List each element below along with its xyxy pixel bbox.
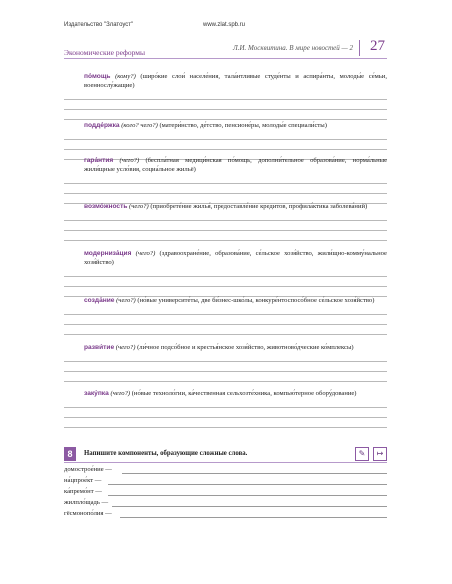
answer-line[interactable]: [64, 361, 387, 362]
answer-line[interactable]: [64, 230, 387, 231]
entry-zakupka: [64, 389, 387, 428]
entry-word: модерниза́ция: [84, 250, 132, 257]
compound-word: гёсмонопо́лия —: [64, 510, 112, 517]
answer-line[interactable]: [64, 324, 387, 325]
entry-razvitie: [64, 343, 387, 382]
publisher-label: Издательство "Златоуст": [64, 22, 134, 28]
pen-icon: ✎: [355, 447, 369, 461]
answer-line[interactable]: [64, 276, 387, 277]
answer-line[interactable]: [122, 473, 387, 474]
answer-line[interactable]: [112, 506, 387, 507]
entry-word: созда́ние: [84, 297, 115, 304]
entry-word: возмо́жность: [84, 203, 128, 210]
entry-word: гара́нтия: [84, 157, 114, 164]
entry-word: разви́тие: [84, 344, 115, 351]
header-divider: [359, 40, 360, 56]
website-url: www.zlat.spb.ru: [203, 22, 246, 28]
entry-question: (чего?): [135, 250, 156, 257]
entry-garantiya: [64, 156, 387, 204]
arrow-icon: ↦: [373, 447, 387, 461]
answer-line[interactable]: [64, 314, 387, 315]
entry-pomoshch: [64, 72, 387, 120]
entry-word: по́мощь: [84, 73, 111, 80]
answer-line[interactable]: [64, 334, 387, 335]
section-title: Экономические реформы: [64, 48, 146, 57]
answer-line[interactable]: [64, 220, 387, 221]
compound-word-row: [64, 488, 387, 498]
entry-collocations: (здравоохране́ние, образова́ние, се́льское хозя́йство, жили́щно-комму́нальное хозя́йство): [84, 250, 387, 266]
answer-line[interactable]: [64, 109, 387, 110]
entry-collocations: (матери́нство, де́тство, пенсионе́ры, молоды́е специали́сты): [159, 122, 327, 129]
answer-line[interactable]: [64, 99, 387, 100]
answer-line[interactable]: [120, 517, 387, 518]
entry-podderzhka: [64, 121, 387, 160]
entry-collocations: (но́вые техноло́гии, ка́чественная сельхозте́хника, компью́терное обору́дование): [131, 390, 357, 397]
entry-vozmozhnost: [64, 202, 387, 241]
compound-word-row: [64, 510, 387, 520]
answer-line[interactable]: [108, 484, 387, 485]
answer-line[interactable]: [64, 149, 387, 150]
entry-question: (чего?): [119, 157, 140, 164]
entry-collocations: (приобрете́ние жилья́, предоставле́ние кредитов, профила́ктика заболева́ний): [150, 203, 368, 210]
entry-collocations: (но́вые университе́ты, две би́знес-шко́лы, конкуре́нтоспосо́бное се́льское хозя́йство): [137, 297, 375, 304]
answer-line[interactable]: [64, 427, 387, 428]
book-title: Л.И. Москвитина. В мире новостей — 2: [233, 44, 353, 52]
exercise-rule: [64, 462, 387, 463]
compound-word-row: [64, 499, 387, 509]
compound-word: жилпло́щадь —: [64, 499, 109, 506]
entry-question: (кого? чего?): [121, 122, 158, 129]
answer-line[interactable]: [64, 240, 387, 241]
compound-word-row: [64, 477, 387, 487]
answer-line[interactable]: [64, 119, 387, 120]
compound-word: домострое́ние —: [64, 466, 112, 473]
entry-question: (кому?): [115, 73, 136, 80]
answer-line[interactable]: [64, 183, 387, 184]
entry-modernizatsiya: [64, 249, 387, 297]
entry-question: (чего?): [116, 297, 136, 304]
compound-word: на́цпрое́кт —: [64, 477, 102, 484]
answer-line[interactable]: [64, 371, 387, 372]
answer-line[interactable]: [108, 495, 387, 496]
answer-line[interactable]: [64, 139, 387, 140]
header-rule: [64, 58, 387, 59]
page-header: [64, 38, 387, 60]
entry-word: заку́пка: [84, 390, 109, 397]
entry-word: подде́ржка: [84, 122, 120, 129]
answer-line[interactable]: [64, 286, 387, 287]
exercise-title: Напишите компоненты, образующие сложные слова.: [84, 450, 248, 457]
answer-line[interactable]: [64, 381, 387, 382]
entry-collocations: (ли́чное подсо́бное и крестья́нское хозя́йство, животново́дческие ко́мплексы): [137, 344, 354, 351]
entry-collocations: (беспла́тная медици́нская по́мощь, дополни́тельное образова́ние, норма́льные жили́щные усло́вия, социа́льное жильё): [84, 157, 387, 173]
entry-question: (чего?): [129, 203, 149, 210]
compound-word: ка́премо́нт —: [64, 488, 102, 495]
entry-question: (чего?): [115, 344, 136, 351]
page-number: 27: [370, 38, 385, 54]
entry-question: (чего?): [110, 390, 131, 397]
entry-sozdanie: [64, 296, 387, 335]
answer-line[interactable]: [64, 407, 387, 408]
compound-word-row: [64, 466, 387, 476]
entry-collocations: (широ́кие слои́ населе́ния, тала́нтливые студе́нты и аспира́нты, молоды́е се́мьи, военнослу́жащие): [84, 73, 387, 89]
exercise-number: 8: [64, 447, 76, 461]
answer-line[interactable]: [64, 417, 387, 418]
answer-line[interactable]: [64, 193, 387, 194]
